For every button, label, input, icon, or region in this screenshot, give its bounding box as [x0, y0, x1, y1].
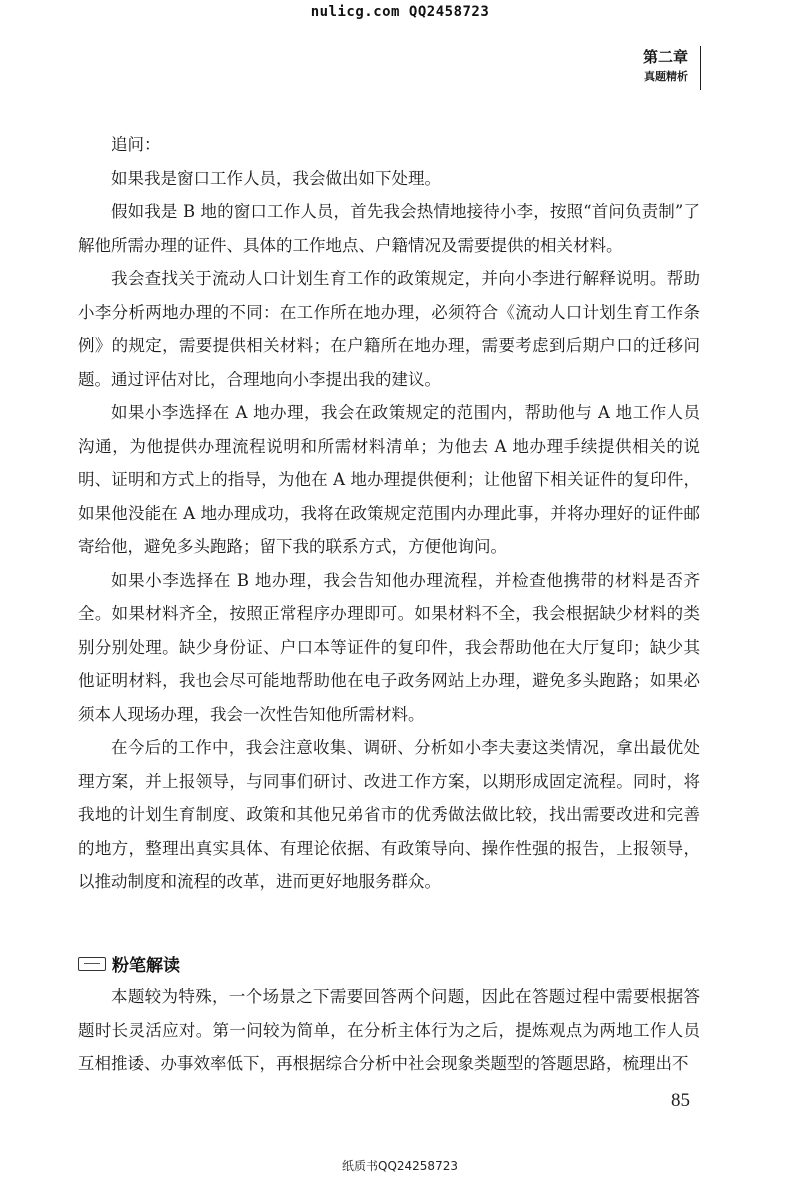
- paragraph-policy-explanation: 我会查找关于流动人口计划生育工作的政策规定，并向小李进行解释说明。帮助小李分析两地办理的不同：在工作所在地办理，必须符合《流动人口计划生育工作条例》的规定，需要提供相关材料；在户籍所在地办理，需要考虑到后期户口的迁移问题。通过评估对比，合理地向小李提出我的建议。: [78, 269, 700, 389]
- paragraph-option-a: 如果小李选择在 A 地办理，我会在政策规定的范围内，帮助他与 A 地工作人员沟通，为他提供办理流程说明和所需材料清单；为他去 A 地办理手续提供相关的说明、证明和方式上的指导，为他在 A 地办理提供便利；让他留下相关证件的复印件，如果他没能在 A 地办理成功，我将在政策规定范围内办理此事，并将办理好的证件邮寄给他，避免多头跑路；留下我的联系方式，方便他询问。: [78, 403, 700, 556]
- analysis-body: [78, 980, 700, 1081]
- section-title: 粉笔解读: [112, 956, 180, 976]
- page-number: 85: [671, 1090, 690, 1111]
- header-divider: [700, 46, 701, 90]
- paragraph-reception: 假如我是 B 地的窗口工作人员，首先我会热情地接待小李，按照“首问负责制”了解他所需办理的证件、具体的工作地点、户籍情况及需要提供的相关材料。: [78, 202, 700, 255]
- top-watermark: nulicg.com QQ2458723: [310, 4, 490, 20]
- paragraph-analysis: 本题较为特殊，一个场景之下需要回答两个问题，因此在答题过程中需要根据答题时长灵活应对。第一问较为简单，在分析主体行为之后，提炼观点为两地工作人员互相推诿、办事效率低下，再根据综合分析中社会现象类题型的答题思路，梳理出不: [78, 987, 700, 1073]
- chapter-subtitle: 真题精析: [644, 70, 688, 83]
- paragraph-future-work: 在今后的工作中，我会注意收集、调研、分析如小李夫妻这类情况，拿出最优处理方案，并上报领导，与同事们研讨、改进工作方案，以期形成固定流程。同时，将我地的计划生育制度、政策和其他兄弟省市的优秀做法做比较，找出需要改进和完善的地方，整理出真实具体、有理论依据、有政策导向、操作性强的报告，上报领导，以推动制度和流程的改革，进而更好地服务群众。: [78, 738, 700, 891]
- chalk-box-icon: [78, 957, 106, 971]
- paragraph-option-b: 如果小李选择在 B 地办理，我会告知他办理流程，并检查他携带的材料是否齐全。如果材料齐全，按照正常程序办理即可。如果材料不全，我会根据缺少材料的类别分别处理。缺少身份证、户口本等证件的复印件，我会帮助他在大厅复印；缺少其他证明材料，我也会尽可能地帮助他在电子政务网站上办理，避免多头跑路；如果必须本人现场办理，我会一次性告知他所需材料。: [78, 570, 700, 724]
- chapter-title: 第二章: [642, 48, 688, 66]
- chapter-header: [643, 46, 688, 86]
- paragraph-follow-up-label: 追问：: [111, 135, 161, 154]
- section-heading: [78, 951, 180, 976]
- bottom-watermark: 纸质书QQ24258723: [342, 1159, 458, 1173]
- answer-body: [78, 128, 700, 899]
- paragraph-intro: 如果我是窗口工作人员，我会做出如下处理。: [111, 168, 441, 188]
